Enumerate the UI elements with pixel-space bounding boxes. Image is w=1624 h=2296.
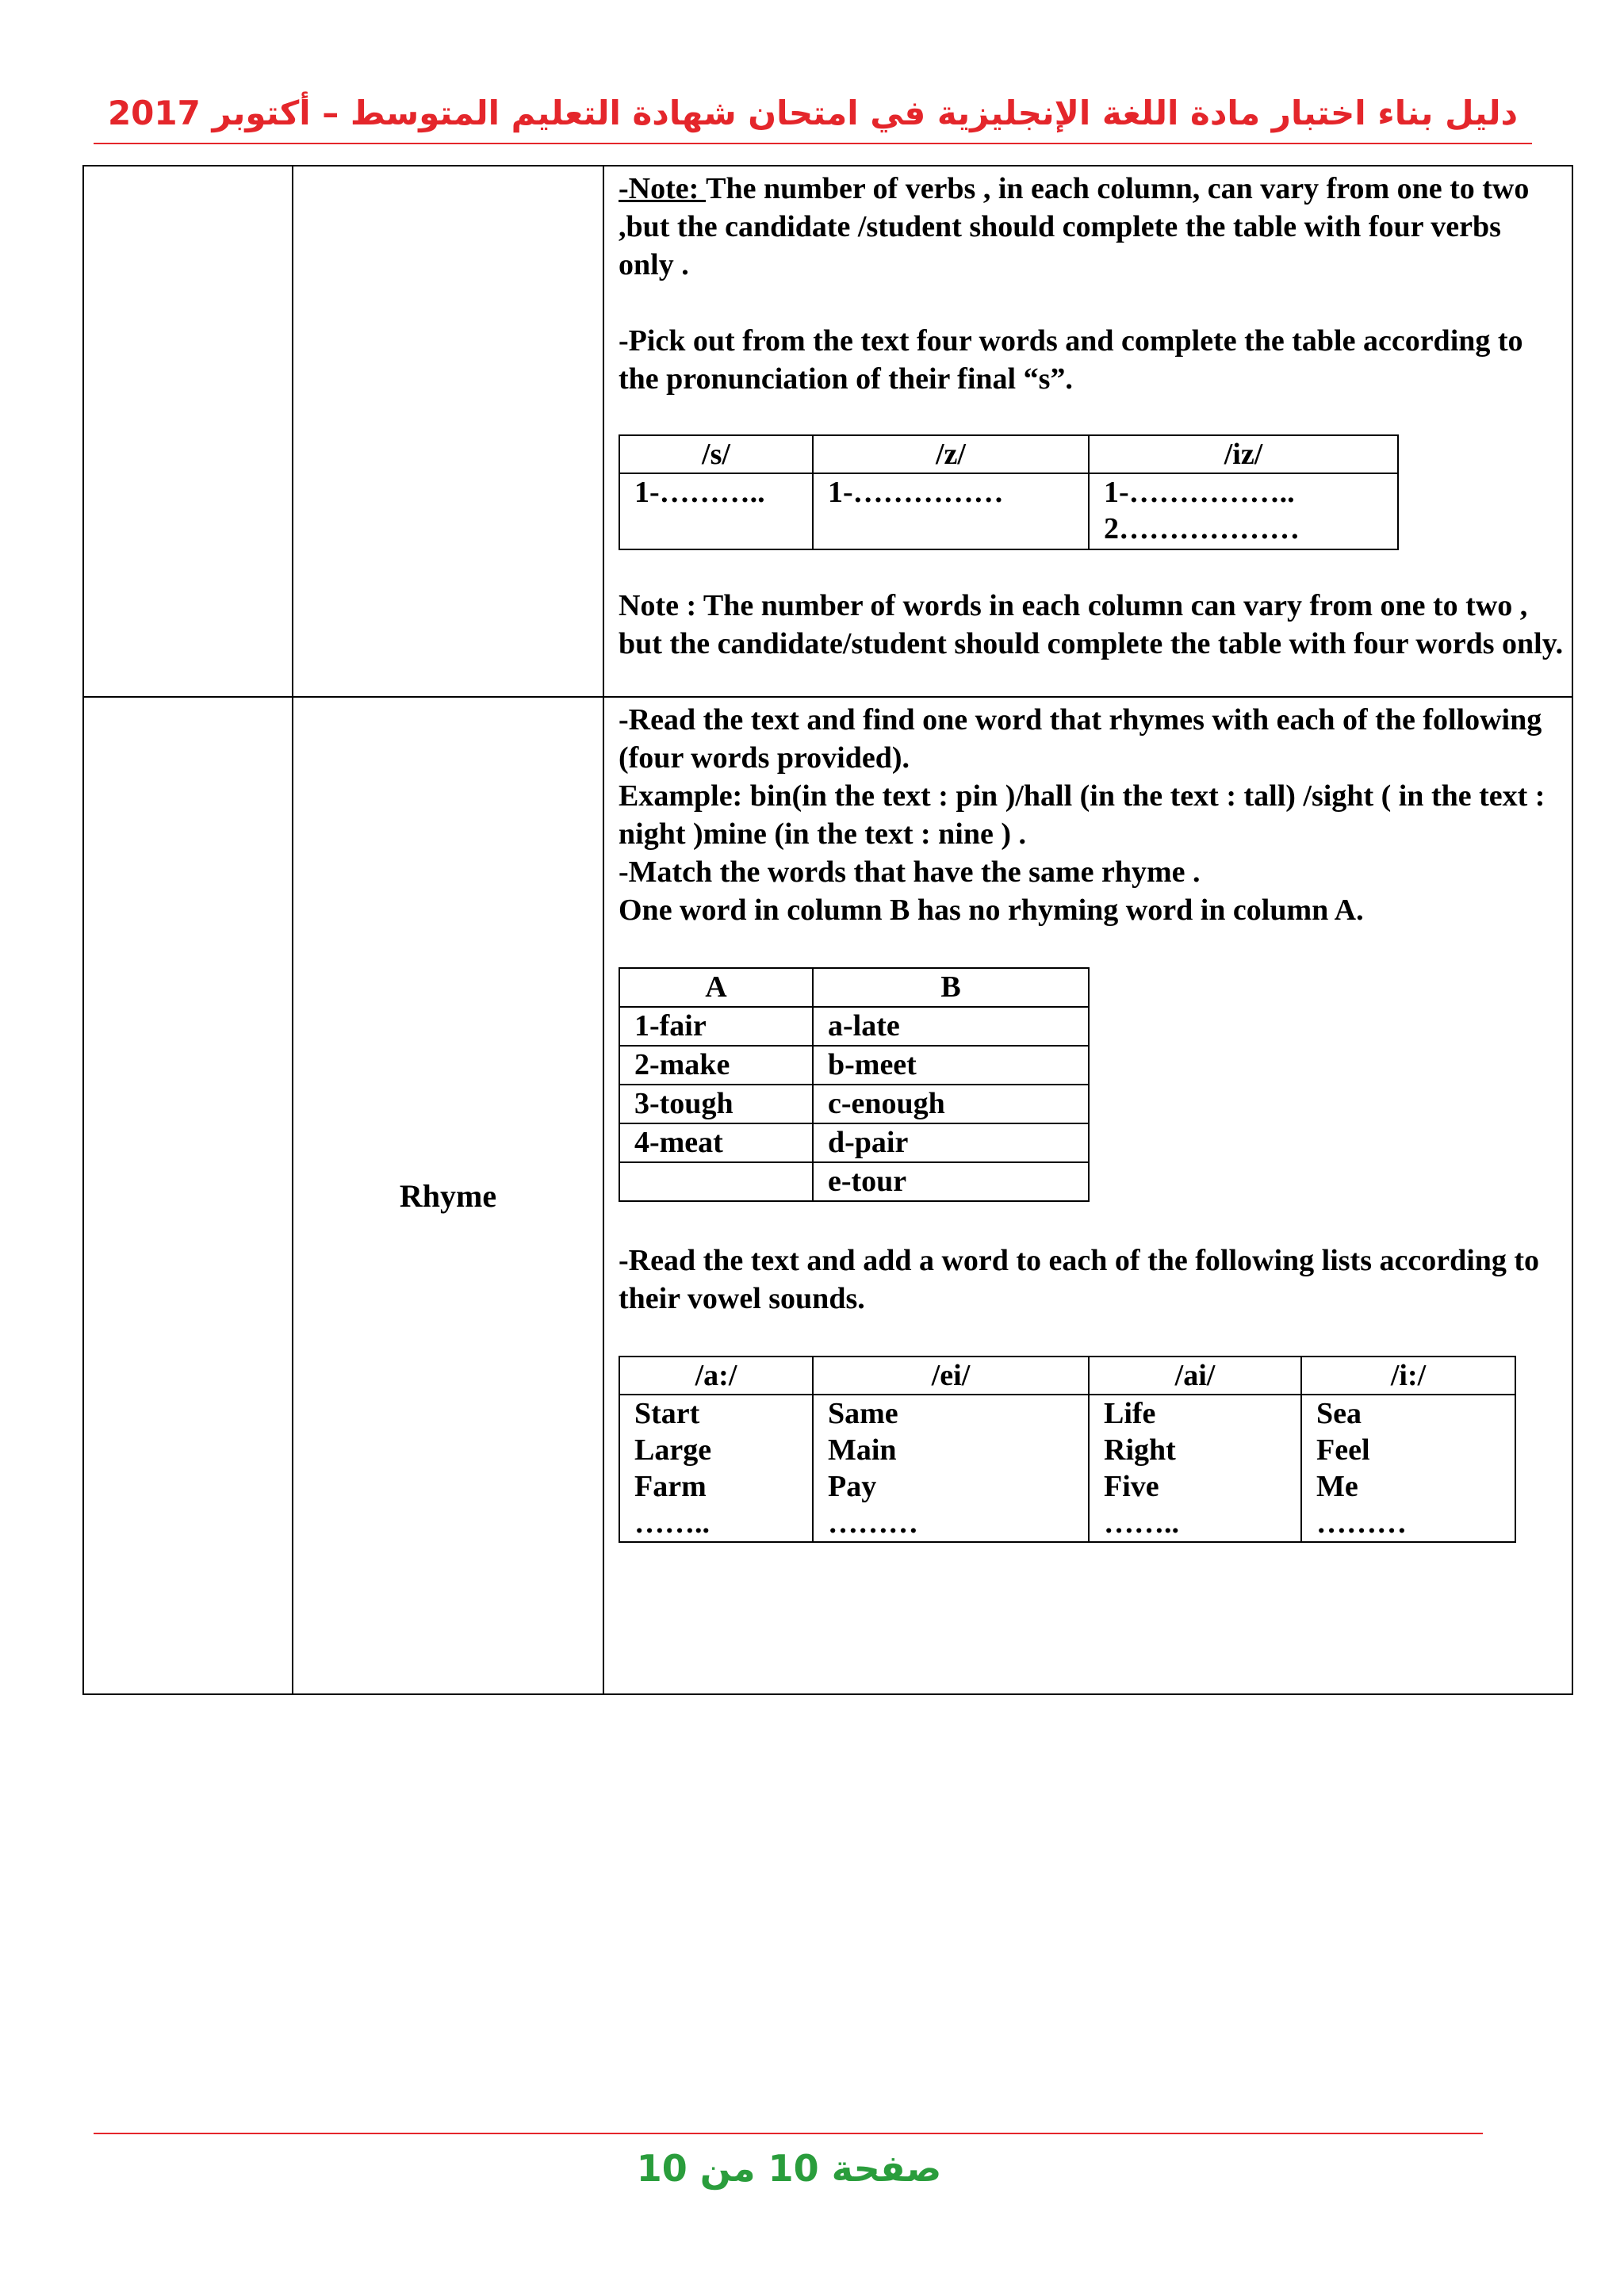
vowel-column-a xyxy=(619,1395,813,1542)
column-b-header: B xyxy=(813,968,1089,1007)
list-item: Farm xyxy=(634,1470,707,1503)
table-row xyxy=(619,1085,1089,1123)
column-b-cell: d-pair xyxy=(813,1123,1089,1162)
list-item: Large xyxy=(634,1433,712,1467)
list-item: Me xyxy=(1316,1470,1358,1503)
iz-blank-2: 2……………… xyxy=(1104,512,1300,545)
column-b-cell: b-meet xyxy=(813,1046,1089,1085)
list-item: Same xyxy=(828,1397,898,1430)
vowel-header: /a:/ xyxy=(619,1357,813,1395)
list-item: …….. xyxy=(1104,1506,1179,1540)
list-item: Right xyxy=(1104,1433,1176,1467)
vowel-header: /i:/ xyxy=(1301,1357,1515,1395)
list-item: Five xyxy=(1104,1470,1159,1503)
column-a-cell: 2-make xyxy=(619,1046,813,1085)
column-b-cell: e-tour xyxy=(813,1162,1089,1201)
main-table xyxy=(82,165,1573,1695)
verbs-note xyxy=(619,170,1564,284)
words-note: Note : The number of words in each column can vary from one to two , but the candidate/student should complete the table with four words only. xyxy=(619,589,1564,660)
note-text: The number of verbs , in each column, can vary from one to two ,but the candidate /student should complete the table with four verbs only . xyxy=(619,172,1530,281)
page-header-title: دليل بناء اختبار مادة اللغة الإنجليزية في امتحان شهادة التعليم المتوسط – أكتوبر 2017 xyxy=(107,94,1519,132)
list-item: ……… xyxy=(828,1506,918,1540)
note-label: -Note: xyxy=(619,172,707,205)
skill-label xyxy=(293,697,603,1694)
table-row xyxy=(619,1046,1089,1085)
content-cell xyxy=(603,697,1572,1694)
table-row-rhyme xyxy=(83,697,1572,1694)
final-s-instruction: -Pick out from the text four words and complete the table according to the pronunciation of their final “s”. xyxy=(619,324,1523,396)
vowel-column-ai xyxy=(1089,1395,1301,1542)
list-item: ……… xyxy=(1316,1506,1407,1540)
column-b-cell: a-late xyxy=(813,1007,1089,1046)
vowel-header: /ei/ xyxy=(813,1357,1089,1395)
vowel-header: /ai/ xyxy=(1089,1357,1301,1395)
iz-header: /iz/ xyxy=(1089,435,1398,473)
vowel-instruction: -Read the text and add a word to each of the following lists according to their vowel sounds. xyxy=(619,1244,1540,1315)
iz-blanks xyxy=(1089,473,1398,549)
skill-label-text: Rhyme xyxy=(399,1177,497,1214)
rhyme-match-table xyxy=(619,967,1090,1202)
vowel-column-i xyxy=(1301,1395,1515,1542)
list-item: Start xyxy=(634,1397,700,1430)
empty-cell xyxy=(83,697,293,1694)
table-row xyxy=(619,1123,1089,1162)
vowel-column-ei xyxy=(813,1395,1089,1542)
s-header: /s/ xyxy=(619,435,813,473)
match-note: One word in column B has no rhyming word in column A. xyxy=(619,894,1364,927)
match-instruction: -Match the words that have the same rhyme . xyxy=(619,855,1201,889)
z-header: /z/ xyxy=(813,435,1089,473)
iz-blank-1: 1-…………….. xyxy=(1104,476,1295,509)
table-row xyxy=(619,1007,1089,1046)
vowel-sounds-table xyxy=(619,1356,1516,1543)
empty-cell xyxy=(83,166,293,697)
column-a-cell: 3-tough xyxy=(619,1085,813,1123)
page-number: صفحة 10 من 10 xyxy=(636,2147,942,2190)
column-a-cell: 1-fair xyxy=(619,1007,813,1046)
column-a-header: A xyxy=(619,968,813,1007)
header-divider xyxy=(94,143,1532,144)
column-a-cell: 4-meat xyxy=(619,1123,813,1162)
rhyme-instruction-1: -Read the text and find one word that rhymes with each of the following (four words provided). xyxy=(619,703,1542,775)
list-item: Sea xyxy=(1316,1397,1362,1430)
list-item: Feel xyxy=(1316,1433,1370,1467)
s-blank: 1-……….. xyxy=(619,473,813,549)
column-a-cell xyxy=(619,1162,813,1201)
z-blank: 1-…………… xyxy=(813,473,1089,549)
list-item: …….. xyxy=(634,1506,710,1540)
empty-cell xyxy=(293,166,603,697)
column-b-cell: c-enough xyxy=(813,1085,1089,1123)
final-s-table xyxy=(619,434,1399,550)
list-item: Pay xyxy=(828,1470,877,1503)
table-row-final-s xyxy=(83,166,1572,697)
table-row xyxy=(619,1162,1089,1201)
content-cell xyxy=(603,166,1572,697)
footer-divider xyxy=(94,2133,1483,2134)
list-item: Life xyxy=(1104,1397,1156,1430)
list-item: Main xyxy=(828,1433,897,1467)
rhyme-example: Example: bin(in the text : pin )/hall (in the text : tall) /sight ( in the text : night )mine (in the text : nine ) . xyxy=(619,779,1545,851)
